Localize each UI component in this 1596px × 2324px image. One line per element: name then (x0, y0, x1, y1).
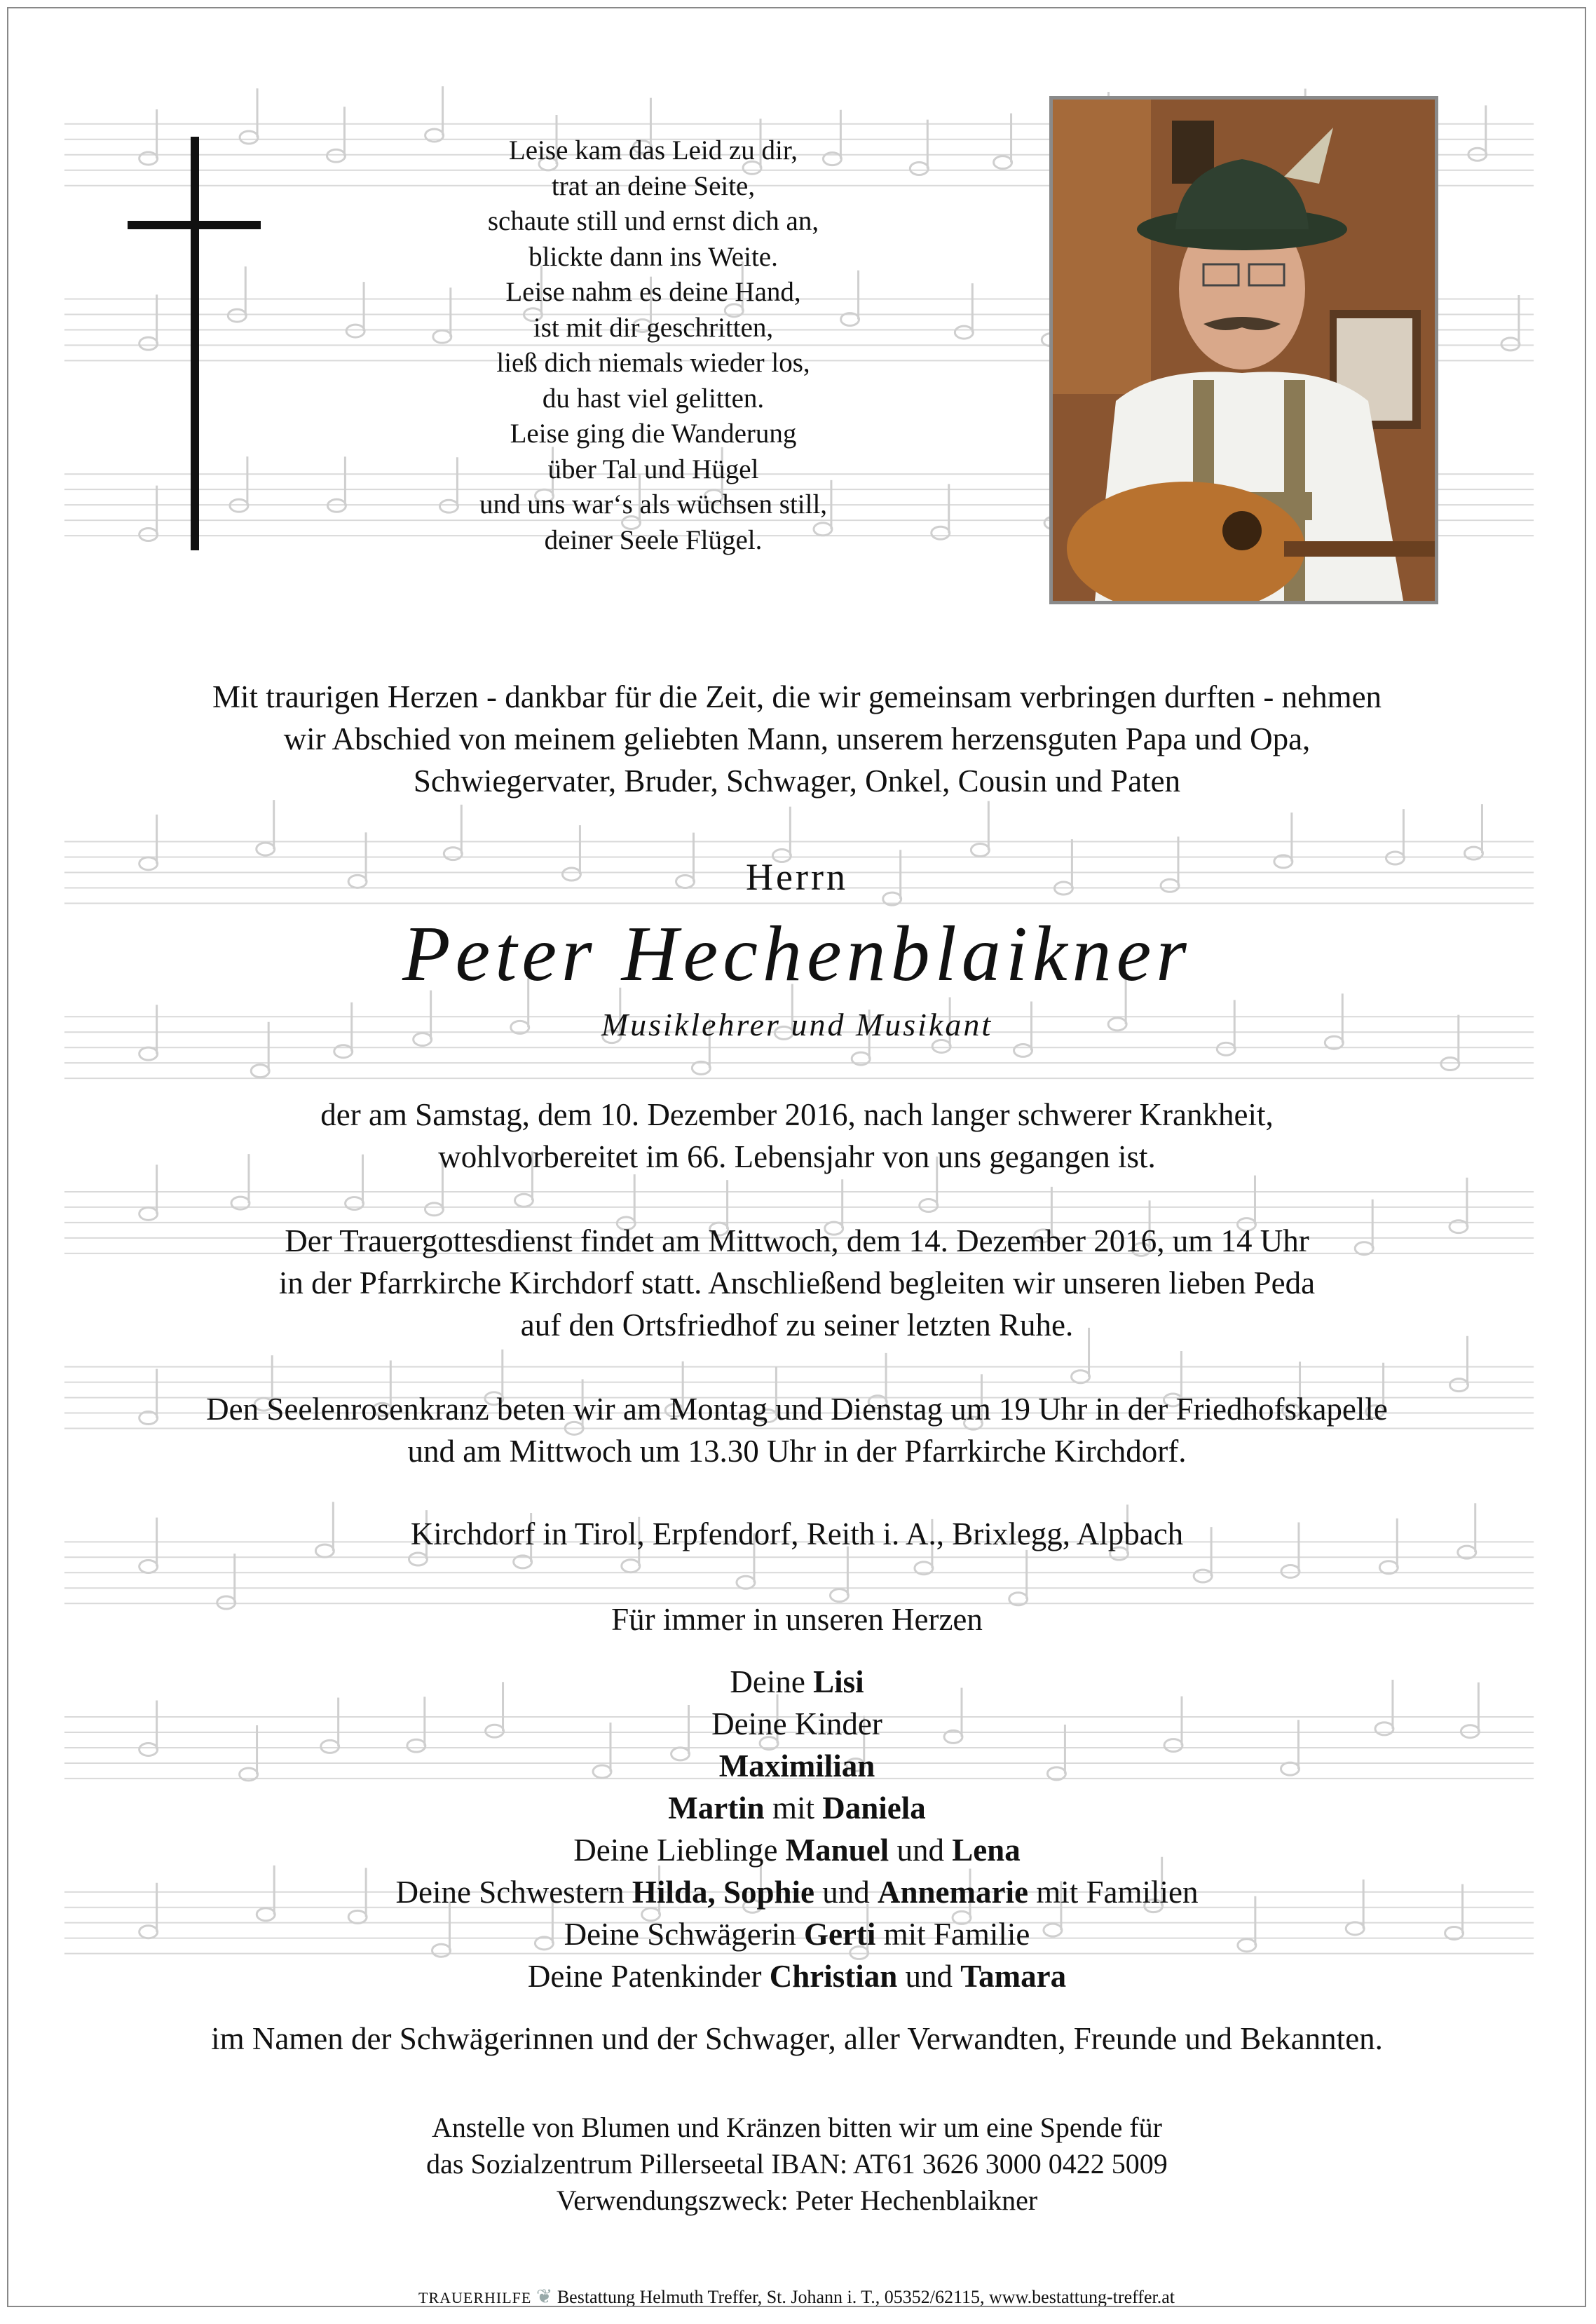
intro-text (50, 676, 1543, 802)
family-line: Martin mit Daniela (668, 1790, 926, 1826)
death-notice-line: der am Samstag, dem 10. Dezember 2016, nach langer schwerer Krankheit, (320, 1097, 1274, 1132)
obituary-page (7, 7, 1586, 2307)
donation-line: Verwendungszweck: Peter Hechenblaikner (556, 2184, 1038, 2216)
intro-line: wir Abschied von meinem geliebten Mann, unserem herzensguten Papa und Opa, (283, 721, 1311, 756)
forever-line: Für immer in unseren Herzen (611, 1602, 983, 1637)
rosary-line: und am Mittwoch um 13.30 Uhr in der Pfarrkirche Kirchdorf. (407, 1434, 1187, 1469)
leaf-icon: ❦ (536, 2286, 553, 2307)
family-list (50, 1661, 1543, 1997)
poem-line: deiner Seele Flügel. (544, 524, 763, 555)
intro-line: Mit traurigen Herzen - dankbar für die Zeit, die wir gemeinsam verbringen durften - nehmen (212, 679, 1382, 714)
profession: Musiklehrer und Musikant (601, 1007, 993, 1042)
closing-line: im Namen der Schwägerinnen und der Schwager, aller Verwandten, Freunde und Bekannten. (211, 2021, 1383, 2056)
funeral-line: Der Trauergottesdienst findet am Mittwoch, dem 14. Dezember 2016, um 14 Uhr (285, 1223, 1309, 1258)
places: Kirchdorf in Tirol, Erpfendorf, Reith i. A., Brixlegg, Alpbach (410, 1516, 1184, 1551)
cross-icon (128, 137, 261, 550)
intro-line: Schwiegervater, Bruder, Schwager, Onkel, Cousin und Paten (413, 763, 1181, 799)
poem-line: trat an deine Seite, (551, 170, 756, 201)
donation-line: das Sozialzentrum Pillerseetal IBAN: AT61 3626 3000 0422 5009 (426, 2148, 1168, 2180)
footer-brand: TRAUERHILFE (418, 2289, 532, 2306)
family-line: Deine Lisi (730, 1664, 864, 1699)
funeral-line: auf den Ortsfriedhof zu seiner letzten Ruhe. (520, 1307, 1074, 1343)
footer (8, 2285, 1585, 2307)
deceased-name: Peter Hechenblaikner (402, 911, 1192, 998)
funeral-info (50, 1220, 1543, 1346)
poem-line: ist mit dir geschritten, (533, 312, 774, 343)
donation-line: Anstelle von Blumen und Kränzen bitten wir um eine Spende für (432, 2112, 1162, 2143)
rosary-info (50, 1388, 1543, 1472)
poem-line: Leise nahm es deine Hand, (505, 277, 801, 307)
footer-text: Bestattung Helmuth Treffer, St. Johann i. T., 05352/62115, www.bestattung-treffer.at (557, 2287, 1175, 2307)
death-notice-line: wohlvorbereitet im 66. Lebensjahr von uns gegangen ist. (438, 1139, 1156, 1174)
family-line: Maximilian (718, 1748, 875, 1783)
poem-line: Leise kam das Leid zu dir, (508, 135, 798, 165)
portrait-photo (1049, 96, 1438, 604)
poem-line: über Tal und Hügel (547, 454, 759, 484)
death-notice (50, 1094, 1543, 1178)
donation-info (50, 2109, 1543, 2219)
family-line: Deine Kinder (711, 1706, 882, 1741)
poem-line: du hast viel gelitten. (542, 383, 765, 414)
family-line: Deine Patenkinder Christian und Tamara (527, 1959, 1067, 1994)
poem-line: Leise ging die Wanderung (510, 419, 797, 449)
rosary-line: Den Seelenrosenkranz beten wir am Montag und Dienstag um 19 Uhr in der Friedhofskapelle (206, 1392, 1388, 1427)
funeral-line: in der Pfarrkirche Kirchdorf statt. Anschließend begleiten wir unseren lieben Peda (278, 1265, 1316, 1300)
family-line: Deine Schwestern Hilda, Sophie und Annemarie mit Familien (395, 1875, 1199, 1910)
poem-line: blickte dann ins Weite. (528, 241, 778, 272)
family-line: Deine Schwägerin Gerti mit Familie (564, 1917, 1030, 1952)
poem-line: ließ dich niemals wieder los, (496, 348, 810, 378)
poem-line: und uns war‘s als wüchsen still, (479, 489, 828, 519)
family-line: Deine Lieblinge Manuel und Lena (573, 1833, 1021, 1868)
poem (401, 133, 906, 558)
poem-line: schaute still und ernst dich an, (487, 206, 819, 236)
salutation: Herrn (746, 856, 848, 898)
